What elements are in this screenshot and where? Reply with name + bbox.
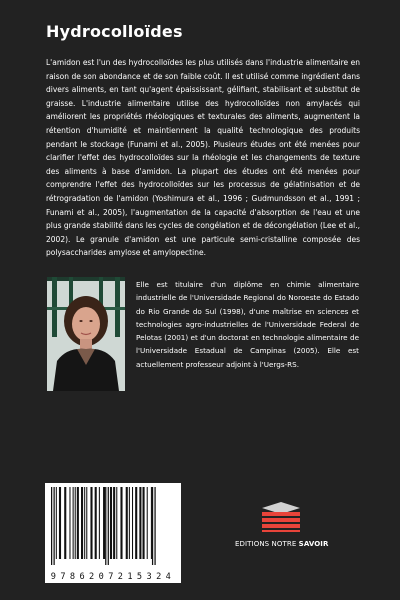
author-photo	[47, 277, 125, 391]
publisher-name-part1: EDITIONS NOTRE	[235, 540, 299, 548]
publisher-name	[235, 540, 345, 548]
publisher-logo-icon	[258, 500, 304, 536]
book-abstract: L'amidon est l'un des hydrocolloïdes les plus utilisés dans l'industrie alimentaire en raison de son abondance et de son faible coût. Il est utilisé comme ingrédient dans divers aliments, en tant qu'agent épaississant, gélifiant, stabilisant et substitut de graisse. L'industrie alimentaire utilise des hydrocolloïdes non amylacés qui améliorent les propriétés rhéologiques et texturales des aliments, augmentent la rétention d'humidité et maintiennent la qualité technologique des produits pendant le stockage (Funami et al., 2005). Plusieurs études ont été menées pour clarifier l'effet des hydrocolloïdes sur la rhéologie et les changements de texture des aliments à base d'amidon. La plupart des études ont été menées pour comprendre l'effet des hydrocolloïdes sur les processus de gélatinisation et de rétrogradation de l'amidon (Yoshimura et al., 1996 ; Gudmundsson et al., 1991 ; Funami et al., 2005), l'augmentation de la capacité d'absorption de l'eau et une plus grande stabilité dans les cycles de congélation et de décongélation (Lee et al., 2002). Le granule d'amidon est une particule semi-cristalline composée des polysaccharides amylose et amylopectine.	[46, 58, 360, 258]
publisher-name-part2: SAVOIR	[298, 540, 329, 548]
book-title: Hydrocolloïdes	[46, 22, 183, 41]
barcode-bars	[49, 487, 177, 565]
author-bio: Elle est titulaire d'un diplôme en chimie alimentaire industrielle de l'Universidade Regional do Noroeste do Estado do Rio Grande do Sul (1998), d'une maîtrise en sciences et technologies agro-industrielles de l'Universidade Federal de Pelotas (2001) et d'un doctorat en technologie alimentaire de l'Universidade Estadual de Campinas (2005). Elle est actuellement professeur adjoint à l'Uergs-RS.	[136, 280, 359, 369]
barcode-digits: 9786207215324	[50, 572, 176, 582]
isbn-barcode	[45, 483, 181, 583]
